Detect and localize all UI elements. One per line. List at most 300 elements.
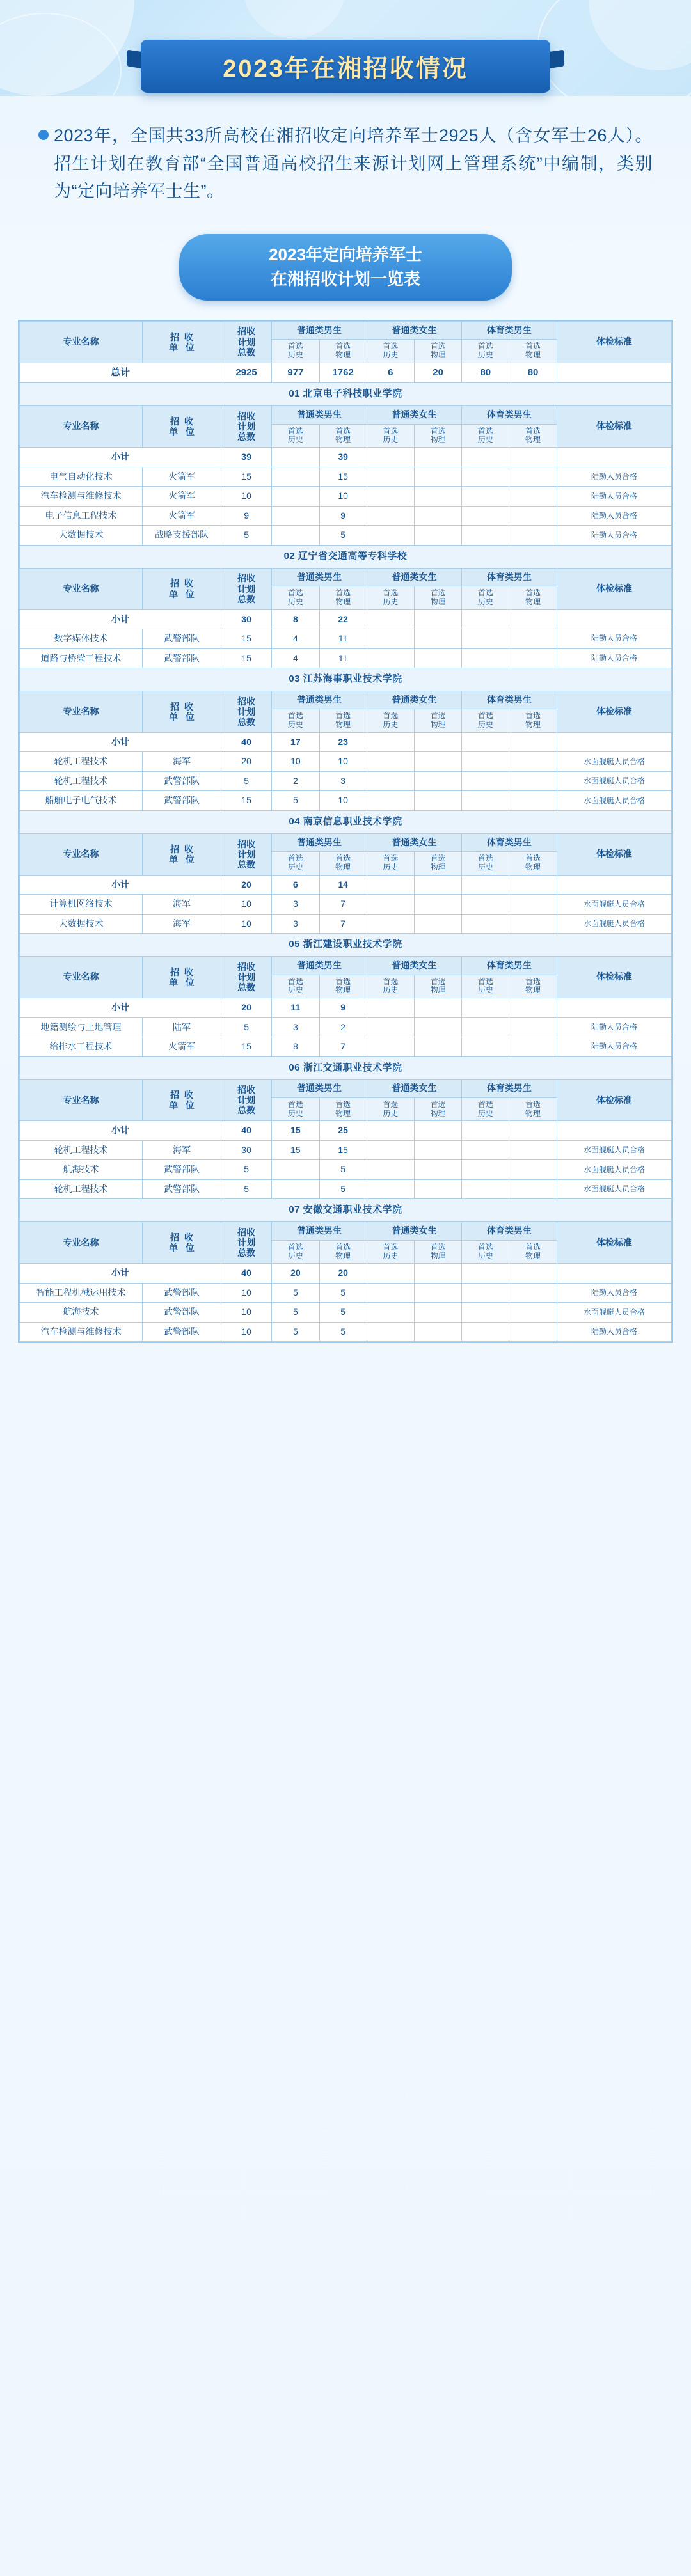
subtotal-fp bbox=[414, 448, 461, 467]
cell-pe-male-physics bbox=[509, 1017, 557, 1037]
header-common-male: 普通类男生 bbox=[272, 833, 367, 852]
cell-unit: 武警部队 bbox=[143, 1303, 221, 1323]
intro-text: 2023年，全国共33所高校在湘招收定向培养军士2925人（含女军士26人）。招生计划在教育部“全国普通高校招生来源计划网上管理系统”中编制，类别为“定向培养军士生”。 bbox=[54, 126, 653, 201]
cell-pe-male-physics bbox=[509, 1322, 557, 1342]
header-unit: 招 收 单 位 bbox=[143, 1222, 221, 1264]
subheader-history: 首选 历史 bbox=[462, 852, 509, 876]
subtotal-pp bbox=[509, 732, 557, 752]
cell-pe-male-history bbox=[462, 914, 509, 934]
header-unit: 招 收 单 位 bbox=[143, 1080, 221, 1121]
subtotal-plan: 40 bbox=[221, 1121, 271, 1141]
header-pe-male: 体育类男生 bbox=[462, 1222, 557, 1241]
cell-major: 数字媒体技术 bbox=[20, 629, 143, 649]
header-pe-male: 体育类男生 bbox=[462, 691, 557, 709]
header-common-male: 普通类男生 bbox=[272, 568, 367, 586]
header-common-male: 普通类男生 bbox=[272, 957, 367, 975]
school-name: 04 南京信息职业技术学院 bbox=[20, 810, 672, 833]
page-title: 2023年在湘招收情况 bbox=[223, 56, 468, 82]
grand-total-row bbox=[20, 363, 672, 383]
subtotal-standard bbox=[557, 1264, 671, 1284]
cell-standard: 水面舰艇人员合格 bbox=[557, 752, 671, 772]
school-header-row bbox=[20, 810, 672, 833]
cell-common-male-physics: 11 bbox=[319, 629, 367, 649]
table-row bbox=[20, 752, 672, 772]
cell-pe-male-history bbox=[462, 629, 509, 649]
cell-common-female-history bbox=[367, 1037, 414, 1057]
header-common-female: 普通类女生 bbox=[367, 957, 461, 975]
cell-major: 大数据技术 bbox=[20, 914, 143, 934]
subtotal-ph bbox=[462, 1121, 509, 1141]
school-subtotal-row bbox=[20, 1264, 672, 1284]
school-name: 07 安徽交通职业技术学院 bbox=[20, 1199, 672, 1222]
subtotal-plan: 39 bbox=[221, 448, 271, 467]
cell-major: 电气自动化技术 bbox=[20, 467, 143, 487]
cell-major: 汽车检测与维修技术 bbox=[20, 487, 143, 507]
header-unit: 招 收 单 位 bbox=[143, 406, 221, 448]
cell-plan: 20 bbox=[221, 752, 271, 772]
header-major: 专业名称 bbox=[20, 957, 143, 998]
school-header-row bbox=[20, 1056, 672, 1080]
cell-major: 轮机工程技术 bbox=[20, 752, 143, 772]
cell-standard: 陆勤人员合格 bbox=[557, 1037, 671, 1057]
cell-standard: 水面舰艇人员合格 bbox=[557, 1179, 671, 1199]
intro-paragraph bbox=[38, 122, 653, 206]
cell-pe-male-physics bbox=[509, 467, 557, 487]
header-pe-male: 体育类男生 bbox=[462, 321, 557, 340]
cell-common-female-history bbox=[367, 1140, 414, 1160]
cell-pe-male-history bbox=[462, 752, 509, 772]
cell-common-female-physics bbox=[414, 914, 461, 934]
cell-common-female-physics bbox=[414, 752, 461, 772]
cell-pe-male-history bbox=[462, 1283, 509, 1303]
subheader-history: 首选 历史 bbox=[462, 1240, 509, 1264]
school-name: 06 浙江交通职业技术学院 bbox=[20, 1056, 672, 1080]
subheader-history: 首选 历史 bbox=[272, 586, 319, 610]
cell-common-male-history bbox=[272, 526, 319, 546]
cell-common-male-physics: 5 bbox=[319, 526, 367, 546]
table-row bbox=[20, 1322, 672, 1342]
subheader-physics: 首选 物理 bbox=[509, 340, 557, 363]
cell-standard: 陆勤人员合格 bbox=[557, 1283, 671, 1303]
cell-common-male-history: 8 bbox=[272, 1037, 319, 1057]
subheader-physics: 首选 物理 bbox=[414, 709, 461, 733]
cell-pe-male-history bbox=[462, 1037, 509, 1057]
subtotal-ch: 15 bbox=[272, 1121, 319, 1141]
header-unit: 招 收 单 位 bbox=[143, 833, 221, 875]
cell-plan: 5 bbox=[221, 771, 271, 791]
subheader-history: 首选 历史 bbox=[367, 1097, 414, 1121]
header-standard: 体检标准 bbox=[557, 1222, 671, 1264]
school-subtotal-row bbox=[20, 609, 672, 629]
cell-major: 轮机工程技术 bbox=[20, 1140, 143, 1160]
header-unit: 招 收 单 位 bbox=[143, 321, 221, 363]
subheader-history: 首选 历史 bbox=[272, 709, 319, 733]
subtotal-ch: 11 bbox=[272, 998, 319, 1018]
subtotal-ch bbox=[272, 448, 319, 467]
header-common-female: 普通类女生 bbox=[367, 568, 461, 586]
table-row bbox=[20, 791, 672, 811]
cell-common-male-history: 4 bbox=[272, 648, 319, 668]
subtotal-fh bbox=[367, 732, 414, 752]
header-major: 专业名称 bbox=[20, 833, 143, 875]
table-header-row bbox=[20, 406, 672, 425]
header-common-female: 普通类女生 bbox=[367, 1222, 461, 1241]
subheader-physics: 首选 物理 bbox=[509, 1097, 557, 1121]
table-header-row bbox=[20, 957, 672, 975]
cell-common-male-history bbox=[272, 467, 319, 487]
cell-common-female-physics bbox=[414, 1017, 461, 1037]
cell-standard: 水面舰艇人员合格 bbox=[557, 914, 671, 934]
cell-common-female-physics bbox=[414, 895, 461, 915]
section-subtitle bbox=[179, 234, 512, 300]
subtotal-pp bbox=[509, 448, 557, 467]
cell-common-male-physics: 5 bbox=[319, 1303, 367, 1323]
subtotal-ph bbox=[462, 875, 509, 895]
cell-standard: 陆勤人员合格 bbox=[557, 629, 671, 649]
cell-major: 船舶电子电气技术 bbox=[20, 791, 143, 811]
subheader-history: 首选 历史 bbox=[367, 975, 414, 998]
subtotal-label: 小计 bbox=[20, 998, 221, 1018]
cell-common-male-physics: 15 bbox=[319, 467, 367, 487]
cell-pe-male-physics bbox=[509, 648, 557, 668]
header-plan-total: 招收 计划 总数 bbox=[221, 957, 271, 998]
cell-common-female-physics bbox=[414, 629, 461, 649]
cell-common-male-physics: 9 bbox=[319, 506, 367, 526]
subtotal-standard bbox=[557, 448, 671, 467]
cell-common-male-physics: 10 bbox=[319, 487, 367, 507]
header-common-female: 普通类女生 bbox=[367, 321, 461, 340]
subheader-history: 首选 历史 bbox=[367, 424, 414, 448]
cell-plan: 10 bbox=[221, 914, 271, 934]
cell-pe-male-history bbox=[462, 1140, 509, 1160]
header-unit: 招 收 单 位 bbox=[143, 691, 221, 732]
cell-unit: 海军 bbox=[143, 895, 221, 915]
subheader-physics: 首选 物理 bbox=[319, 1240, 367, 1264]
cell-common-male-physics: 10 bbox=[319, 791, 367, 811]
subtotal-fp bbox=[414, 1264, 461, 1284]
cell-unit: 火箭军 bbox=[143, 1037, 221, 1057]
subtotal-cp: 23 bbox=[319, 732, 367, 752]
cell-common-female-history bbox=[367, 1160, 414, 1180]
cell-pe-male-physics bbox=[509, 752, 557, 772]
cell-common-female-physics bbox=[414, 526, 461, 546]
header-unit: 招 收 单 位 bbox=[143, 957, 221, 998]
cell-major: 汽车检测与维修技术 bbox=[20, 1322, 143, 1342]
plan-table-body bbox=[20, 321, 672, 1342]
cell-unit: 火箭军 bbox=[143, 506, 221, 526]
header-major: 专业名称 bbox=[20, 321, 143, 363]
header-major: 专业名称 bbox=[20, 406, 143, 448]
cell-plan: 5 bbox=[221, 526, 271, 546]
cell-common-female-history bbox=[367, 1303, 414, 1323]
subtotal-plan: 40 bbox=[221, 732, 271, 752]
subtotal-label: 小计 bbox=[20, 875, 221, 895]
subtotal-ph bbox=[462, 732, 509, 752]
cell-standard: 水面舰艇人员合格 bbox=[557, 1303, 671, 1323]
header-standard: 体检标准 bbox=[557, 833, 671, 875]
subtotal-cp: 22 bbox=[319, 609, 367, 629]
cell-pe-male-history bbox=[462, 487, 509, 507]
cell-pe-male-history bbox=[462, 1303, 509, 1323]
subtotal-label: 小计 bbox=[20, 609, 221, 629]
table-row bbox=[20, 1303, 672, 1323]
cell-pe-male-history bbox=[462, 1017, 509, 1037]
subheader-physics: 首选 物理 bbox=[414, 340, 461, 363]
subheader-physics: 首选 物理 bbox=[414, 975, 461, 998]
header-pe-male: 体育类男生 bbox=[462, 957, 557, 975]
cell-pe-male-physics bbox=[509, 1303, 557, 1323]
header-standard: 体检标准 bbox=[557, 691, 671, 732]
cell-pe-male-physics bbox=[509, 771, 557, 791]
subheader-history: 首选 历史 bbox=[367, 709, 414, 733]
subheader-physics: 首选 物理 bbox=[414, 1240, 461, 1264]
cell-common-female-history bbox=[367, 1322, 414, 1342]
subtotal-pp bbox=[509, 609, 557, 629]
school-subtotal-row bbox=[20, 1121, 672, 1141]
cell-common-female-physics bbox=[414, 1140, 461, 1160]
header-plan-total: 招收 计划 总数 bbox=[221, 406, 271, 448]
school-subtotal-row bbox=[20, 732, 672, 752]
cell-common-female-history bbox=[367, 526, 414, 546]
table-row bbox=[20, 1283, 672, 1303]
subheader-physics: 首选 物理 bbox=[509, 424, 557, 448]
cell-unit: 武警部队 bbox=[143, 791, 221, 811]
header-common-female: 普通类女生 bbox=[367, 1080, 461, 1098]
subheader-physics: 首选 物理 bbox=[319, 1097, 367, 1121]
subheader-physics: 首选 物理 bbox=[319, 340, 367, 363]
header-standard: 体检标准 bbox=[557, 568, 671, 609]
cell-common-male-physics: 5 bbox=[319, 1179, 367, 1199]
cell-plan: 10 bbox=[221, 1322, 271, 1342]
school-subtotal-row bbox=[20, 875, 672, 895]
grand-total-cp: 1762 bbox=[319, 363, 367, 383]
cell-standard: 水面舰艇人员合格 bbox=[557, 791, 671, 811]
cell-common-female-physics bbox=[414, 648, 461, 668]
decor-arc-right bbox=[537, 0, 691, 96]
subtotal-standard bbox=[557, 732, 671, 752]
cell-common-female-history bbox=[367, 914, 414, 934]
cell-major: 地籍测绘与土地管理 bbox=[20, 1017, 143, 1037]
cell-common-male-history bbox=[272, 1179, 319, 1199]
subtotal-fp bbox=[414, 875, 461, 895]
cell-standard: 水面舰艇人员合格 bbox=[557, 895, 671, 915]
cell-pe-male-history bbox=[462, 895, 509, 915]
cell-pe-male-history bbox=[462, 526, 509, 546]
cell-plan: 30 bbox=[221, 1140, 271, 1160]
cell-common-female-history bbox=[367, 467, 414, 487]
cell-plan: 5 bbox=[221, 1160, 271, 1180]
school-name: 03 江苏海事职业技术学院 bbox=[20, 668, 672, 691]
subtotal-ch: 6 bbox=[272, 875, 319, 895]
header-major: 专业名称 bbox=[20, 691, 143, 732]
cell-pe-male-physics bbox=[509, 914, 557, 934]
table-row bbox=[20, 895, 672, 915]
header-common-male: 普通类男生 bbox=[272, 691, 367, 709]
header-standard: 体检标准 bbox=[557, 321, 671, 363]
cell-pe-male-history bbox=[462, 771, 509, 791]
cell-pe-male-physics bbox=[509, 1160, 557, 1180]
cell-common-female-history bbox=[367, 1283, 414, 1303]
table-row bbox=[20, 487, 672, 507]
table-row bbox=[20, 914, 672, 934]
cell-pe-male-history bbox=[462, 467, 509, 487]
cell-pe-male-physics bbox=[509, 1140, 557, 1160]
cell-standard: 水面舰艇人员合格 bbox=[557, 771, 671, 791]
subtotal-ch: 8 bbox=[272, 609, 319, 629]
cell-plan: 15 bbox=[221, 629, 271, 649]
cell-major: 轮机工程技术 bbox=[20, 1179, 143, 1199]
table-row bbox=[20, 526, 672, 546]
cell-common-male-physics: 10 bbox=[319, 752, 367, 772]
cell-unit: 武警部队 bbox=[143, 1322, 221, 1342]
cell-unit: 武警部队 bbox=[143, 1179, 221, 1199]
header-common-male: 普通类男生 bbox=[272, 1222, 367, 1241]
school-name: 05 浙江建设职业技术学院 bbox=[20, 934, 672, 957]
subtitle-line-1: 2023年定向培养军士 bbox=[269, 245, 422, 265]
cell-unit: 战略支援部队 bbox=[143, 526, 221, 546]
cell-standard: 水面舰艇人员合格 bbox=[557, 1160, 671, 1180]
subheader-physics: 首选 物理 bbox=[414, 424, 461, 448]
cell-common-male-physics: 7 bbox=[319, 1037, 367, 1057]
table-row bbox=[20, 1160, 672, 1180]
cell-plan: 15 bbox=[221, 467, 271, 487]
subtotal-label: 小计 bbox=[20, 448, 221, 467]
table-header-row bbox=[20, 833, 672, 852]
cell-unit: 武警部队 bbox=[143, 1283, 221, 1303]
cell-unit: 武警部队 bbox=[143, 629, 221, 649]
subtotal-pp bbox=[509, 1264, 557, 1284]
subheader-physics: 首选 物理 bbox=[509, 1240, 557, 1264]
header-common-female: 普通类女生 bbox=[367, 406, 461, 425]
cell-standard: 陆勤人员合格 bbox=[557, 487, 671, 507]
cell-pe-male-history bbox=[462, 1160, 509, 1180]
cell-common-female-physics bbox=[414, 1037, 461, 1057]
grand-total-fh: 6 bbox=[367, 363, 414, 383]
cell-standard: 陆勤人员合格 bbox=[557, 526, 671, 546]
cell-pe-male-physics bbox=[509, 1283, 557, 1303]
subtotal-fh bbox=[367, 1121, 414, 1141]
table-row bbox=[20, 1017, 672, 1037]
table-row bbox=[20, 506, 672, 526]
cell-common-male-physics: 5 bbox=[319, 1160, 367, 1180]
header-common-male: 普通类男生 bbox=[272, 1080, 367, 1098]
subheader-physics: 首选 物理 bbox=[509, 975, 557, 998]
grand-total-standard bbox=[557, 363, 671, 383]
cell-major: 给排水工程技术 bbox=[20, 1037, 143, 1057]
cell-common-female-physics bbox=[414, 1303, 461, 1323]
cell-plan: 9 bbox=[221, 506, 271, 526]
cell-plan: 10 bbox=[221, 1283, 271, 1303]
subheader-history: 首选 历史 bbox=[367, 586, 414, 610]
header-plan-total: 招收 计划 总数 bbox=[221, 321, 271, 363]
table-row bbox=[20, 467, 672, 487]
subtotal-plan: 30 bbox=[221, 609, 271, 629]
cell-major: 航海技术 bbox=[20, 1160, 143, 1180]
subheader-physics: 首选 物理 bbox=[319, 586, 367, 610]
header-pe-male: 体育类男生 bbox=[462, 833, 557, 852]
subtotal-pp bbox=[509, 1121, 557, 1141]
cell-common-female-physics bbox=[414, 1160, 461, 1180]
subheader-physics: 首选 物理 bbox=[509, 586, 557, 610]
cell-common-female-history bbox=[367, 752, 414, 772]
cell-plan: 5 bbox=[221, 1017, 271, 1037]
cell-common-male-history: 2 bbox=[272, 771, 319, 791]
cell-standard: 陆勤人员合格 bbox=[557, 467, 671, 487]
cell-plan: 10 bbox=[221, 1303, 271, 1323]
subheader-history: 首选 历史 bbox=[272, 340, 319, 363]
cell-common-male-history: 5 bbox=[272, 1283, 319, 1303]
cell-common-male-physics: 5 bbox=[319, 1322, 367, 1342]
subheader-history: 首选 历史 bbox=[462, 1097, 509, 1121]
grand-total-ph: 80 bbox=[462, 363, 509, 383]
cell-common-male-physics: 2 bbox=[319, 1017, 367, 1037]
cell-common-female-physics bbox=[414, 1179, 461, 1199]
cell-unit: 海军 bbox=[143, 752, 221, 772]
subtitle-pill bbox=[179, 234, 512, 300]
cell-unit: 武警部队 bbox=[143, 771, 221, 791]
school-header-row bbox=[20, 1199, 672, 1222]
grand-total-label: 总计 bbox=[20, 363, 221, 383]
subtotal-fh bbox=[367, 448, 414, 467]
cell-common-male-history: 5 bbox=[272, 791, 319, 811]
table-header-row bbox=[20, 1222, 672, 1241]
grand-total-ch: 977 bbox=[272, 363, 319, 383]
subtotal-fp bbox=[414, 609, 461, 629]
subheader-physics: 首选 物理 bbox=[319, 975, 367, 998]
cell-common-female-history bbox=[367, 1017, 414, 1037]
subtotal-ph bbox=[462, 1264, 509, 1284]
cell-common-male-physics: 7 bbox=[319, 895, 367, 915]
cell-major: 轮机工程技术 bbox=[20, 771, 143, 791]
header-pe-male: 体育类男生 bbox=[462, 406, 557, 425]
cell-plan: 15 bbox=[221, 648, 271, 668]
header-standard: 体检标准 bbox=[557, 406, 671, 448]
cell-standard: 陆勤人员合格 bbox=[557, 506, 671, 526]
grand-total-plan: 2925 bbox=[221, 363, 271, 383]
cell-pe-male-physics bbox=[509, 526, 557, 546]
school-header-row bbox=[20, 934, 672, 957]
subheader-physics: 首选 物理 bbox=[319, 709, 367, 733]
cell-unit: 火箭军 bbox=[143, 487, 221, 507]
header-standard: 体检标准 bbox=[557, 1080, 671, 1121]
cell-pe-male-history bbox=[462, 506, 509, 526]
cell-standard: 陆勤人员合格 bbox=[557, 648, 671, 668]
subtotal-label: 小计 bbox=[20, 732, 221, 752]
cell-pe-male-physics bbox=[509, 1179, 557, 1199]
subtotal-fp bbox=[414, 732, 461, 752]
cell-standard: 水面舰艇人员合格 bbox=[557, 1140, 671, 1160]
cell-common-female-physics bbox=[414, 467, 461, 487]
subtotal-ph bbox=[462, 448, 509, 467]
subtotal-fp bbox=[414, 998, 461, 1018]
grand-total-fp: 20 bbox=[414, 363, 461, 383]
table-header-row bbox=[20, 1080, 672, 1098]
cell-common-female-history bbox=[367, 487, 414, 507]
cell-unit: 武警部队 bbox=[143, 1160, 221, 1180]
table-row bbox=[20, 1179, 672, 1199]
header-common-male: 普通类男生 bbox=[272, 406, 367, 425]
subtotal-standard bbox=[557, 1121, 671, 1141]
cell-common-male-physics: 3 bbox=[319, 771, 367, 791]
school-subtotal-row bbox=[20, 998, 672, 1018]
header-standard: 体检标准 bbox=[557, 957, 671, 998]
subtotal-ph bbox=[462, 998, 509, 1018]
subtotal-standard bbox=[557, 875, 671, 895]
table-header-row bbox=[20, 691, 672, 709]
cell-pe-male-physics bbox=[509, 791, 557, 811]
cell-pe-male-physics bbox=[509, 487, 557, 507]
school-header-row bbox=[20, 383, 672, 406]
